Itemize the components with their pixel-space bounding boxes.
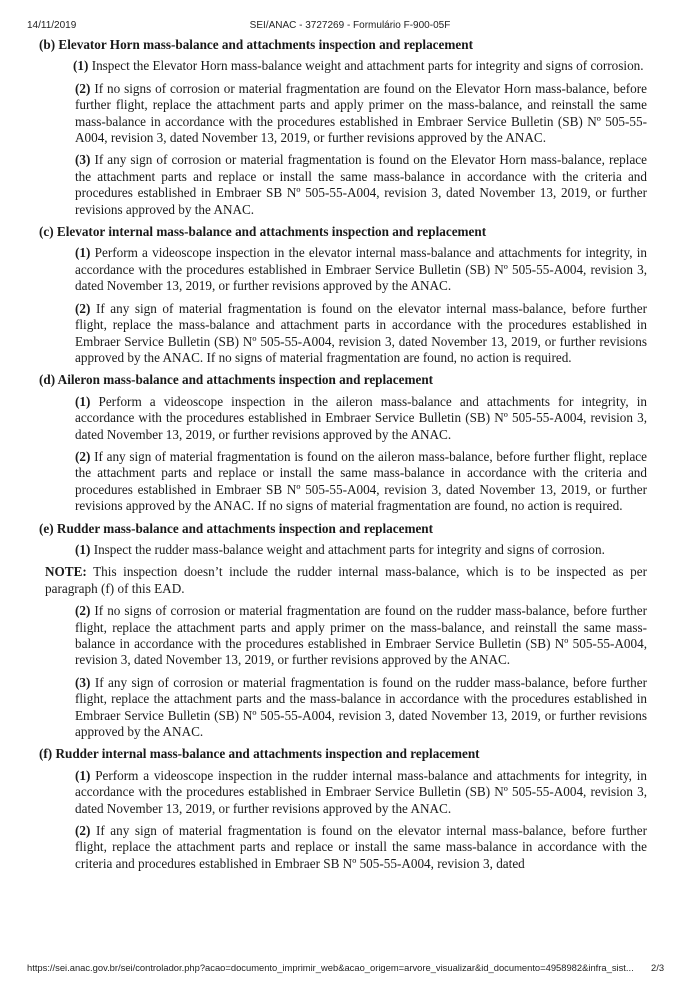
- document-reference: SEI/ANAC - 3727269 - Formulário F-900-05F: [249, 20, 451, 31]
- paragraph: [75, 823, 647, 872]
- paragraph-text: If any sign of material fragmentation is found on the elevator internal mass-balance, before further flight, replace the attachment parts and replace or install the same mass-balance in accordance with the criteria and procedures established in Embraer SB Nº 505-55-A004, revision 3, dated: [75, 823, 647, 871]
- paragraph-number: (2): [75, 823, 91, 839]
- print-date: 14/11/2019: [27, 20, 77, 31]
- section-f: [33, 746, 647, 872]
- paragraph-number: (3): [75, 152, 91, 168]
- paragraph-number: (1): [73, 58, 89, 74]
- paragraph-text: If any sign of material fragmentation is found on the aileron mass-balance, before further flight, replace the attachment parts and replace or install the same mass-balance in accordance with the criteria and procedures established in Embraer SB Nº 505-55-A004, revision 3, dated November 13, 2019, or further revisions approved by the ANAC. If no signs of material fragmentation are found, no action is required.: [75, 448, 648, 514]
- paragraph-text: If no signs of corrosion or material fragmentation are found on the rudder mass-balance, before further flight, replace the attachment parts and apply primer on the mass-balance, and reinstall the same mass-balance in accordance with the procedures established in Embraer Service Bulletin (SB) Nº 505-55-A004, revision 3, dated November 13, 2019, or further revisions approved by the ANAC.: [75, 603, 648, 668]
- paragraph-number: (2): [75, 80, 91, 96]
- paragraph: [75, 394, 647, 443]
- paragraph-number: (2): [75, 448, 91, 464]
- paragraph: [75, 245, 647, 294]
- paragraph-text: If any sign of material fragmentation is found on the elevator internal mass-balance, before further flight, replace the mass-balance and attachment parts in accordance with the procedures established in Embraer Service Bulletin (SB) Nº 505-55-A004, revision 3, dated November 13, 2019, or further revisions approved by the ANAC. If no signs of material fragmentation are found, no action is required.: [75, 300, 647, 365]
- paragraph-number: (1): [75, 541, 91, 557]
- paragraph-text: If any sign of corrosion or material fragmentation is found on the rudder mass-balance, before further flight, replace the attachment parts and the mass-balance in accordance with the procedures established in Embraer Service Bulletin (SB) Nº 505-55-A004, revision 3, dated November 13, 2019, or further revisions approved by the ANAC.: [75, 674, 647, 740]
- paragraph-number: (3): [75, 674, 91, 690]
- section-title: (e) Rudder mass-balance and attachments inspection and replacement: [39, 520, 434, 536]
- section-e: [33, 521, 647, 741]
- section-title: (f) Rudder internal mass-balance and attachments inspection and replacement: [39, 746, 480, 762]
- note: [45, 564, 647, 597]
- page-number: 2/3: [651, 962, 665, 973]
- section-title: (c) Elevator internal mass-balance and attachments inspection and replacement: [39, 224, 487, 240]
- paragraph-text: If no signs of corrosion or material fragmentation are found on the Elevator Horn mass-balance, before further flight, replace the attachment parts and apply primer on the mass-balance, and reinstall the same mass-balance in accordance with the procedures established in Embraer Service Bulletin (SB) Nº 505-55-A004, revision 3, dated November 13, 2019, or further revisions approved by the ANAC.: [75, 80, 647, 146]
- note-text: This inspection doesn’t include the rudder internal mass-balance, which is to be inspected as per paragraph (f) of this EAD.: [45, 564, 647, 596]
- section-title: (b) Elevator Horn mass-balance and attachments inspection and replacement: [39, 37, 473, 52]
- paragraph: [75, 603, 647, 669]
- paragraph: [75, 301, 647, 367]
- paragraph-text: Perform a videoscope inspection in the aileron mass-balance and attachments for integrity, in accordance with the procedures established in Embraer Service Bulletin (SB) Nº 505-55-A004, revision 3, dated November 13, 2019, or further revisions approved by the ANAC.: [75, 393, 647, 442]
- paragraph-number: (1): [75, 393, 91, 409]
- section-d: [33, 372, 647, 514]
- paragraph: [75, 542, 647, 558]
- paragraph: [75, 152, 647, 218]
- section-c: [33, 224, 647, 366]
- paragraph-number: (1): [75, 767, 91, 783]
- note-label: NOTE:: [45, 564, 87, 580]
- paragraph-text: Perform a videoscope inspection in the rudder internal mass-balance and attachments for integrity, in accordance with the procedures established in Embraer Service Bulletin (SB) Nº 505-55-A004, revision 3, dated November 13, 2019, or further revisions approved by the ANAC.: [75, 767, 647, 816]
- footer-url: https://sei.anac.gov.br/sei/controlador.php?acao=documento_imprimir_web&acao_origem=arvore_visualizar&id_documento=4958982&infra_sist...: [27, 962, 634, 973]
- paragraph-text: Inspect the rudder mass-balance weight and attachment parts for integrity and signs of corrosion.: [93, 541, 605, 557]
- paragraph-text: Inspect the Elevator Horn mass-balance weight and attachment parts for integrity and signs of corrosion.: [91, 58, 644, 74]
- section-b: [33, 37, 647, 218]
- document-body: [33, 37, 647, 878]
- paragraph-number: (2): [75, 300, 91, 316]
- print-header: [0, 20, 700, 36]
- paragraph: [75, 449, 647, 515]
- paragraph-number: (2): [75, 603, 91, 619]
- paragraph-number: (1): [75, 245, 91, 261]
- paragraph-text: If any sign of corrosion or material fragmentation is found on the Elevator Horn mass-balance, replace the attachment parts and replace or install the same mass-balance in accordance with the criteria and procedures established in Embraer SB Nº 505-55-A004, revision 3, dated November 13, 2019, or further revisions approved by the ANAC.: [75, 152, 648, 217]
- paragraph-text: Perform a videoscope inspection in the elevator internal mass-balance and attachments for integrity, in accordance with the procedures established in Embraer Service Bulletin (SB) Nº 505-55-A004, revision 3, dated November 13, 2019, or further revisions approved by the ANAC.: [75, 245, 648, 294]
- paragraph: [75, 675, 647, 741]
- section-title: (d) Aileron mass-balance and attachments inspection and replacement: [39, 372, 434, 388]
- paragraph: [73, 58, 647, 74]
- paragraph: [75, 81, 647, 147]
- paragraph: [75, 768, 647, 817]
